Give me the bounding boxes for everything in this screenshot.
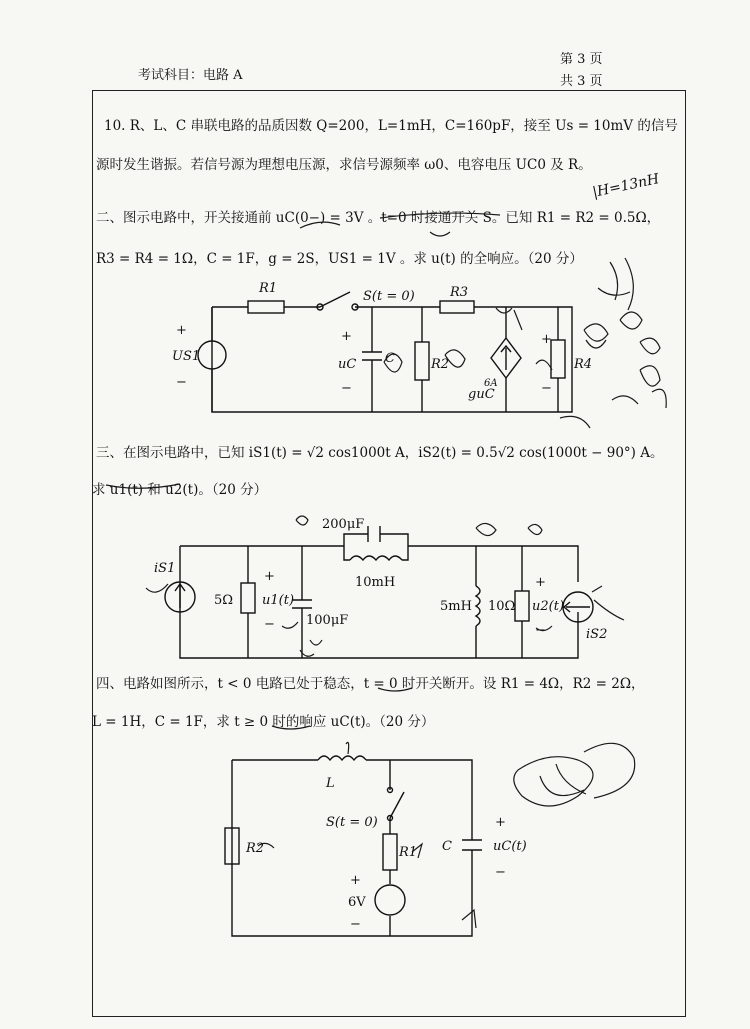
- label-c: C: [385, 351, 395, 366]
- q10-line2: 源时发生谐振。若信号源为理想电压源，求信号源频率 ω0、电容电压 UC0 及 R。: [96, 157, 592, 173]
- label-10ohm: 10Ω: [488, 599, 516, 614]
- label-u2: u2(t): [532, 599, 565, 614]
- q3-line2: 求 u1(t) 和 u2(t)。（20 分）: [92, 482, 268, 498]
- label-200uf: 200μF: [322, 517, 365, 532]
- capacitor-c: [462, 840, 482, 850]
- q2-line1: 二、图示电路中，开关接通前 uC(0−) = 3V 。t=0 时接通开关 S。已知 R1 = R2 = 0.5Ω，: [96, 210, 661, 226]
- svg-text:+: +: [541, 332, 552, 347]
- page-total: 共 3 页: [560, 74, 603, 89]
- label-6v: 6V: [348, 895, 366, 910]
- q4-line1: 四、电路如图所示，t < 0 电路已处于稳态，t = 0 时开关断开。设 R1 = 4Ω，R2 = 2Ω，: [96, 676, 645, 692]
- q10-line1: 10. R、L、C 串联电路的品质因数 Q=200，L=1mH，C=160pF，接至 Us = 10mV 的信号: [104, 118, 678, 134]
- label-r1: R1: [399, 845, 418, 860]
- label-is1: iS1: [154, 561, 176, 576]
- label-10mh: 10mH: [355, 575, 396, 590]
- handwritten-note: |H=13nH: [591, 171, 661, 201]
- label-gu: guC: [468, 387, 495, 402]
- svg-text:−: −: [264, 617, 275, 632]
- svg-text:+: +: [495, 815, 506, 830]
- label-r2: R2: [246, 841, 265, 856]
- svg-text:+: +: [264, 569, 275, 584]
- label-is2: iS2: [586, 627, 608, 642]
- label-r2: R2: [431, 357, 450, 372]
- voltage-source-6v: [375, 885, 405, 915]
- q3-line1: 三、在图示电路中，已知 iS1(t) = √2 cos1000t A，iS2(t) = 0.5√2 cos(1000t − 90°) A。: [96, 445, 664, 461]
- svg-text:−: −: [176, 375, 187, 390]
- svg-text:−: −: [350, 917, 361, 932]
- label-r4: R4: [574, 357, 593, 372]
- label-uc: uC(t): [493, 839, 527, 854]
- switch-s: [390, 792, 404, 818]
- svg-text:+: +: [535, 575, 546, 590]
- label-u1: u1(t): [262, 593, 295, 608]
- label-us1: US1: [172, 349, 201, 364]
- exam-subject: 考试科目：电路 A: [138, 68, 243, 83]
- label-r3: R3: [450, 285, 469, 300]
- label-l: L: [326, 776, 335, 791]
- svg-text:−: −: [341, 381, 352, 396]
- svg-text:+: +: [350, 873, 361, 888]
- q4-line2: L = 1H，C = 1F，求 t ≥ 0 时的响应 uC(t)。（20 分）: [92, 714, 435, 730]
- handwritten-6a: 6A: [484, 378, 498, 389]
- label-switch: S(t = 0): [326, 815, 378, 830]
- label-r1: R1: [259, 281, 278, 296]
- page-number: 第 3 页: [560, 52, 603, 67]
- svg-text:−: −: [535, 623, 546, 638]
- label-5mh: 5mH: [440, 599, 472, 614]
- label-uc: uC: [338, 357, 357, 372]
- inductor-l: [318, 756, 366, 760]
- label-5ohm: 5Ω: [214, 593, 234, 608]
- resistor-r1: [383, 834, 397, 870]
- svg-text:−: −: [495, 865, 506, 880]
- label-c: C: [442, 839, 452, 854]
- svg-text:+: +: [341, 329, 352, 344]
- q2-line2: R3 = R4 = 1Ω，C = 1F，g = 2S，US1 = 1V 。求 u(t) 的全响应。（20 分）: [96, 251, 583, 267]
- svg-text:+: +: [176, 323, 187, 338]
- label-100uf: 100μF: [306, 613, 349, 628]
- label-switch: S(t = 0): [363, 289, 415, 304]
- svg-text:−: −: [541, 381, 552, 396]
